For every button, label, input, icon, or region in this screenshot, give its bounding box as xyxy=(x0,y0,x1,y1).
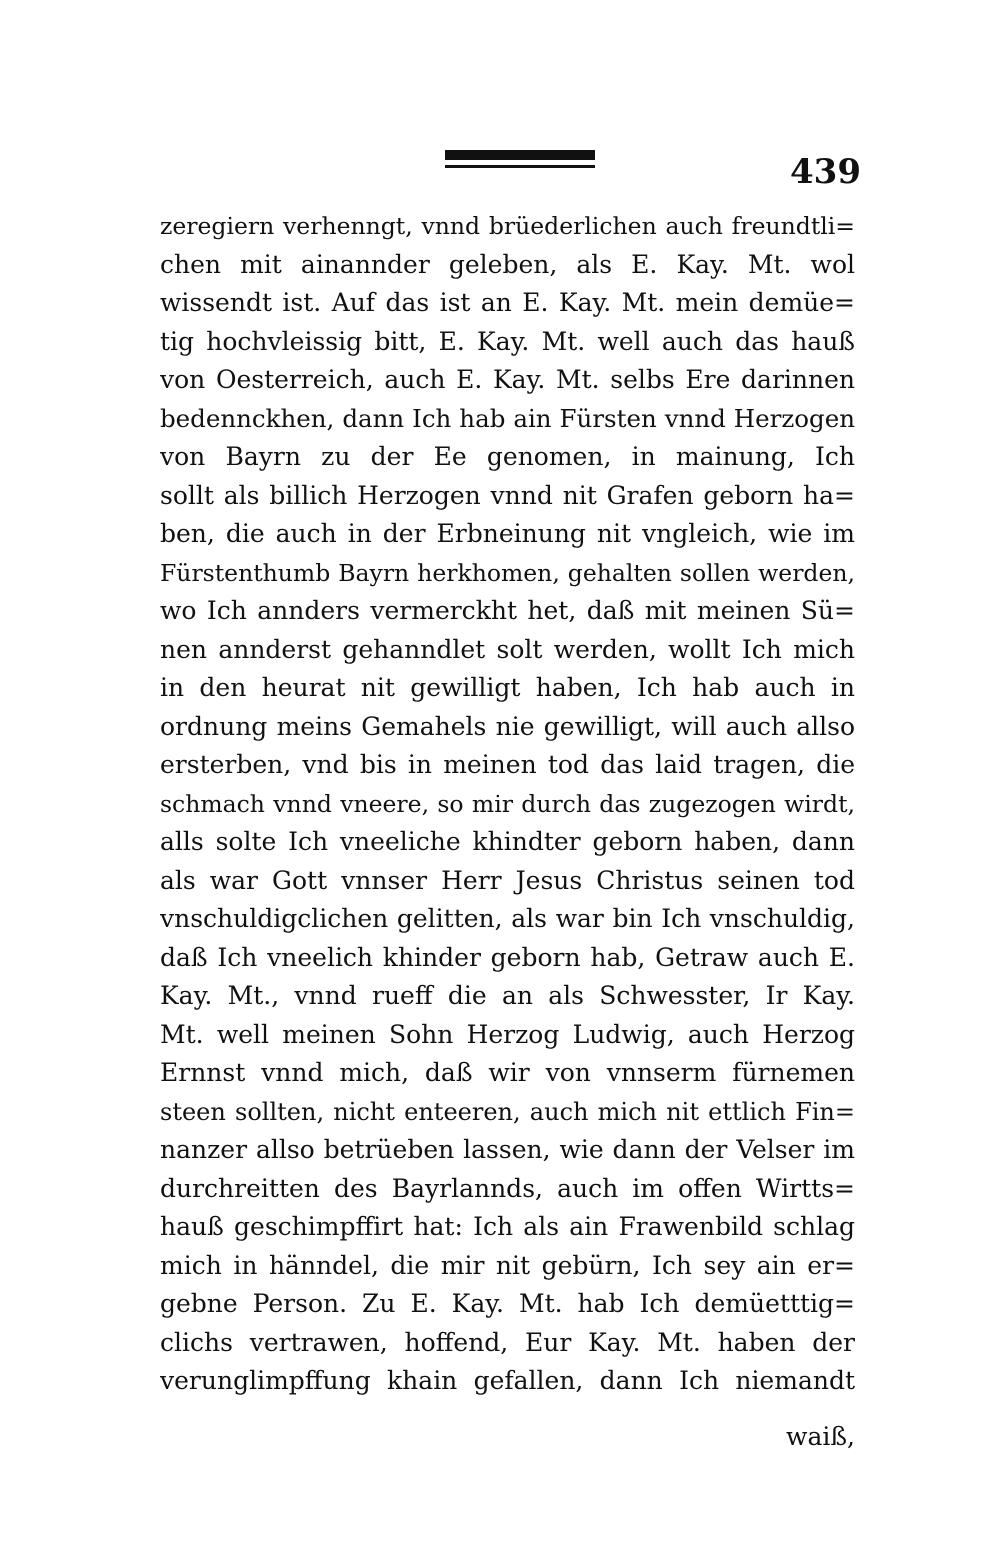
text-line: nanzer allso betrüeben lassen, wie dann der Velser im xyxy=(160,1135,855,1164)
text-line: als war Gott vnnser Herr Jesus Christus seinen tod xyxy=(160,865,855,895)
text-line: clichs vertrawen, hoffend, Eur Kay. Mt. haben der xyxy=(160,1327,855,1357)
text-line: ordnung meins Gemahels nie gewilligt, will auch allso xyxy=(160,711,855,741)
header-rule-thin xyxy=(445,165,595,168)
header-rule xyxy=(445,150,595,174)
text-line: chen mit ainannder geleben, als E. Kay. Mt. wol xyxy=(160,249,855,279)
text-line: Mt. well meinen Sohn Herzog Ludwig, auch Herzog xyxy=(160,1019,855,1049)
catchword: waiß, xyxy=(786,1422,855,1451)
text-line: nen annderst gehanndlet solt werden, wollt Ich mich xyxy=(160,634,855,664)
header-rule-thick xyxy=(445,150,595,160)
text-line: wo Ich annders vermerckht het, daß mit meinen Sü= xyxy=(160,596,855,625)
text-line: steen sollten, nicht enteeren, auch mich nit ettlich Fin= xyxy=(160,1097,855,1126)
body-text xyxy=(160,207,855,1401)
text-line: Ernnst vnnd mich, daß wir von vnnserm fürnemen xyxy=(160,1058,855,1087)
text-line: tig hochvleissig bitt, E. Kay. Mt. well auch das hauß xyxy=(160,326,855,356)
text-line: Kay. Mt., vnnd rueff die an als Schwesster, Ir Kay. xyxy=(160,981,855,1010)
text-line: sollt als billich Herzogen vnnd nit Grafen geborn ha= xyxy=(160,480,855,510)
text-line: von Bayrn zu der Ee genomen, in mainung, Ich xyxy=(160,442,855,471)
text-line: ben, die auch in der Erbneinung nit vngleich, wie im xyxy=(160,519,855,548)
text-line: hauß geschimpffirt hat: Ich als ain Frawenbild schlag xyxy=(160,1212,855,1241)
text-line: alls solte Ich vneeliche khindter geborn haben, dann xyxy=(160,827,855,856)
text-line: ersterben, vnd bis in meinen tod das laid tragen, die xyxy=(160,750,855,779)
text-line: bedennckhen, dann Ich hab ain Fürsten vnnd Herzogen xyxy=(160,403,855,433)
text-line: von Oesterreich, auch E. Kay. Mt. selbs Ere darinnen xyxy=(160,365,855,394)
text-line: in den heurat nit gewilligt haben, Ich hab auch in xyxy=(160,673,855,702)
text-line: gebne Person. Zu E. Kay. Mt. hab Ich demüetttig= xyxy=(160,1289,855,1318)
text-line: durchreitten des Bayrlannds, auch im offen Wirtts= xyxy=(160,1173,855,1203)
page-number: 439 xyxy=(790,152,861,192)
text-line: daß Ich vneelich khinder geborn hab, Getraw auch E. xyxy=(160,942,855,972)
text-line: wissendt ist. Auf das ist an E. Kay. Mt. mein demüe= xyxy=(160,288,855,317)
text-line: schmach vnnd vneere, so mir durch das zugezogen wirdt, xyxy=(160,789,855,818)
text-line: mich in hänndel, die mir nit gebürn, Ich sey ain er= xyxy=(160,1250,855,1280)
text-line: verunglimpffung khain gefallen, dann Ich niemandt xyxy=(160,1366,855,1395)
text-line: Fürstenthumb Bayrn herkhomen, gehalten sollen werden, xyxy=(160,558,855,587)
text-line: vnschuldigclichen gelitten, als war bin Ich vnschuldig, xyxy=(160,904,855,933)
text-line: zeregiern verhenngt, vnnd brüederlichen auch freundtli= xyxy=(160,212,855,240)
